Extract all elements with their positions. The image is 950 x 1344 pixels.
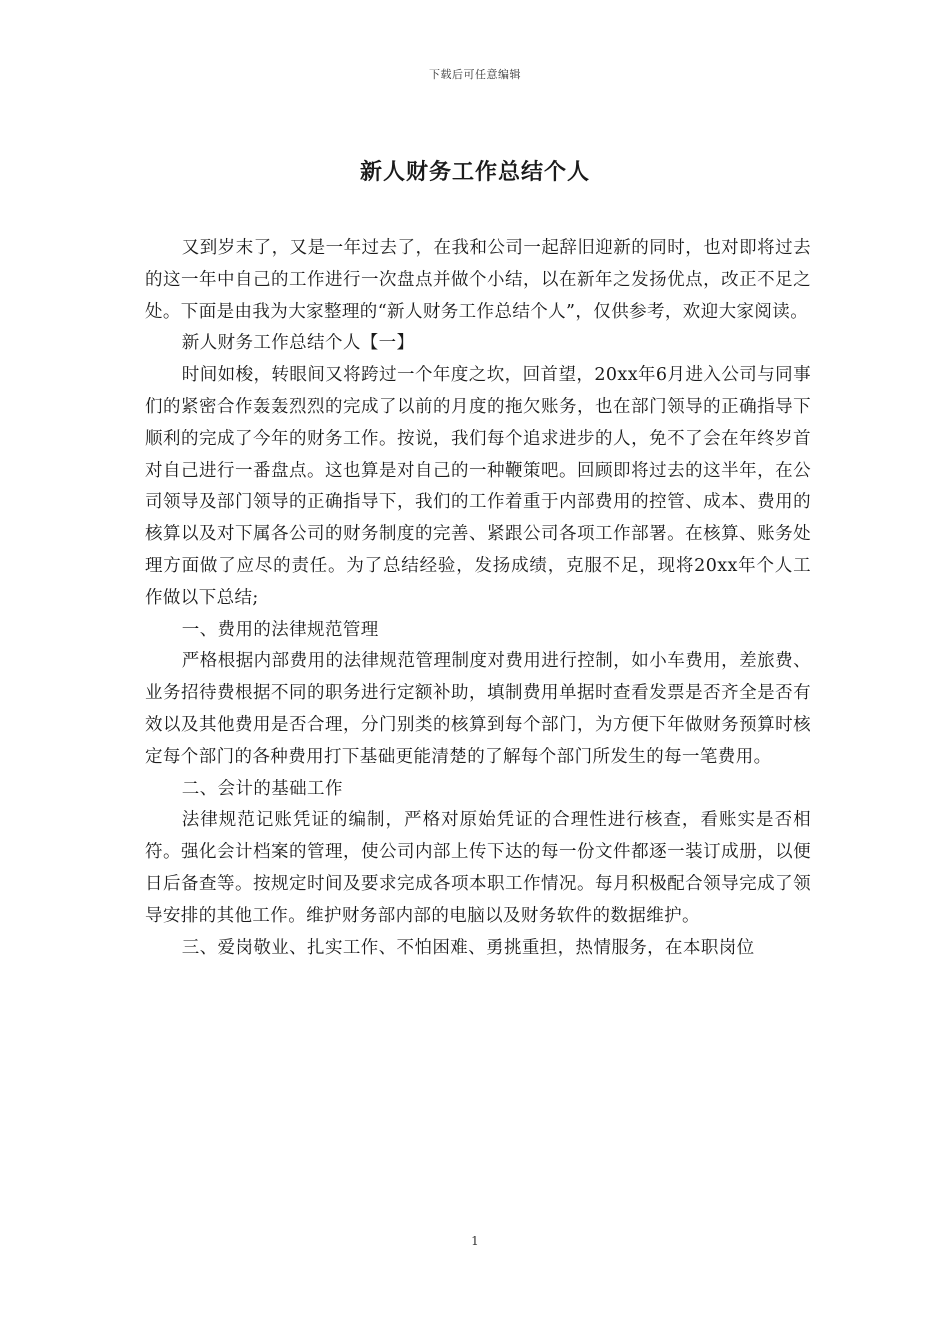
page-number: 1 <box>471 1234 479 1248</box>
body-paragraph: 法律规范记账凭证的编制，严格对原始凭证的合理性进行核查，看账实是否相符。强化会计档案的管理，使公司内部上传下达的每一份文件都逐一装订成册，以便日后备查等。按规定时间及要求完成各项本职工作情况。每月积极配合领导完成了领导安排的其他工作。维护财务部内部的电脑以及财务软件的数据维护。 <box>145 810 811 926</box>
document-body <box>145 233 811 964</box>
subheading-expense-management: 一、费用的法律规范管理 <box>181 619 379 640</box>
document-title: 新人财务工作总结个人 <box>359 159 590 185</box>
body-paragraph: 严格根据内部费用的法律规范管理制度对费用进行控制，如小车费用，差旅费、业务招待费根据不同的职务进行定额补助，填制费用单据时查看发票是否齐全是否有效以及其他费用是否合理，分门别类的核算到每个部门，为方便下年做财务预算时核定每个部门的各种费用打下基础更能清楚的了解每个部门所发生的每一笔费用。 <box>145 651 811 767</box>
page-header-note: 下载后可任意编辑 <box>429 68 521 81</box>
intro-paragraph: 又到岁末了，又是一年过去了，在我和公司一起辞旧迎新的同时，也对即将过去的这一年中自己的工作进行一次盘点并做个小结，以在新年之发扬优点，改正不足之处。下面是由我为大家整理的“新人财务工作总结个人”，仅供参考，欢迎大家阅读。 <box>145 238 811 322</box>
subheading-accounting-basics: 二、会计的基础工作 <box>181 778 343 799</box>
section-heading-one: 新人财务工作总结个人【一】 <box>181 333 415 354</box>
subheading-dedication: 三、爱岗敬业、扎实工作、不怕困难、勇挑重担，热情服务，在本职岗位 <box>181 937 755 958</box>
body-paragraph: 时间如梭，转眼间又将跨过一个年度之坎，回首望，20xx年6月进入公司与同事们的紧密合作轰轰烈烈的完成了以前的月度的拖欠账务，也在部门领导的正确指导下顺利的完成了今年的财务工作。按说，我们每个追求进步的人，免不了会在年终岁首对自己进行一番盘点。这也算是对自己的一种鞭策吧。回顾即将过去的这半年，在公司领导及部门领导的正确指导下，我们的工作着重于内部费用的控管、成本、费用的核算以及对下属各公司的财务制度的完善、紧跟公司各项工作部署。在核算、账务处理方面做了应尽的责任。为了总结经验，发扬成绩，克服不足，现将20xx年个人工作做以下总结; <box>145 365 811 608</box>
